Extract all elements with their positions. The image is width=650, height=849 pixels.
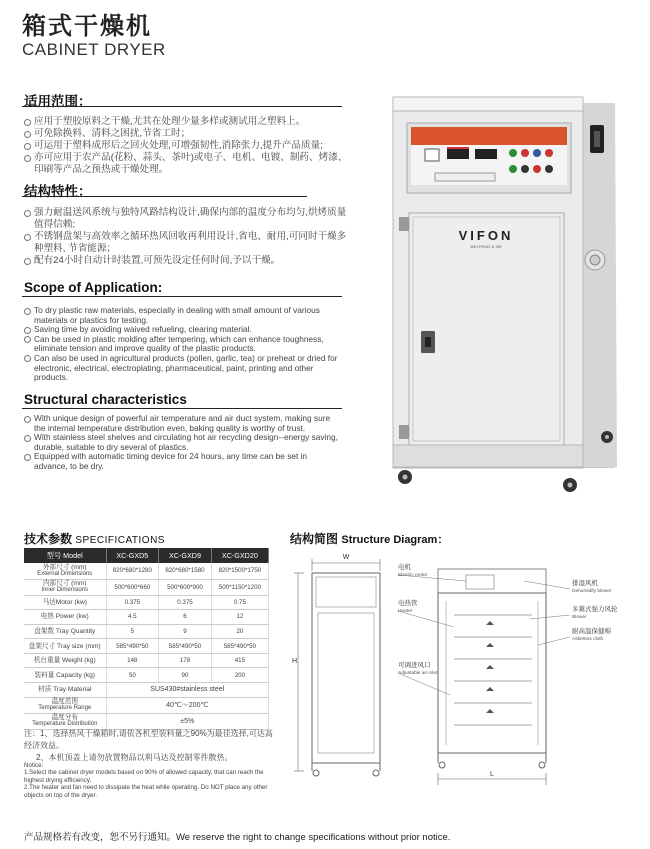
table-cell: 178 <box>159 653 212 668</box>
dimension-l-label: L <box>490 771 494 778</box>
table-row <box>24 668 269 683</box>
table-cell-label: 温度分布 Temperature Distribution <box>24 713 106 729</box>
bullet-icon <box>24 416 31 423</box>
bullet-icon <box>24 143 31 150</box>
table-row <box>24 653 269 668</box>
footer-disclaimer: 产品规格若有改变，恕不另行通知。We reserve the right to change specifications without prior notice. <box>24 832 451 843</box>
label-motor-cn: 电机 <box>398 564 411 571</box>
brand-logo: VIFON <box>458 228 514 243</box>
structure-en-list <box>24 414 339 472</box>
specs-heading: 技术参数 SPECIFICATIONS <box>24 532 165 546</box>
table-cell: 5 <box>106 624 159 639</box>
bullet-icon <box>24 336 31 343</box>
list-item: With unique design of powerful air temperature and air duct system, making sure the internal temperature distribution even, baking quality is worthy of trust. <box>24 414 339 433</box>
bullet-icon <box>24 131 31 138</box>
label-motor-en: Electric motor <box>398 573 428 578</box>
table-cell: 585*490*50 <box>106 639 159 654</box>
table-cell: ±5% <box>106 713 269 729</box>
table-cell: 4.5 <box>106 610 159 625</box>
table-header-cell: XC-GXD9 <box>159 548 212 563</box>
table-cell: 9 <box>159 624 212 639</box>
divider <box>22 408 342 409</box>
table-cell: 820*680*1580 <box>159 563 212 579</box>
scope-en-list <box>24 306 339 383</box>
bullet-icon <box>24 355 31 362</box>
specs-table <box>24 548 269 730</box>
note-item: 注：1、选择热风干燥箱时,请依各机型装料量之90%为最佳选择,可达高经济效益。 <box>24 729 273 750</box>
table-cell-label: 机台重量 Weight (kg) <box>24 653 106 668</box>
label-asbestos-en: Asbestos cloth <box>572 637 604 642</box>
brand-subtitle: WEI FENG JI XIE <box>470 244 502 249</box>
structure-diagram <box>290 545 635 805</box>
bullet-icon <box>24 258 31 265</box>
table-cell: 415 <box>211 653 268 668</box>
note-item: 1.Select the cabinet dryer models based on 90% of allowed capacity, that can reach the highest drying efficiency. <box>24 769 264 784</box>
list-item: 亦可应用于农产品(花粉、蒜头、茶叶)或电子、电机、电镀、制药、烤漆、印刷等产品之预热或干燥处理。 <box>24 152 354 176</box>
page-title-en: CABINET DRYER <box>22 40 166 59</box>
table-cell: 585*490*50 <box>159 639 212 654</box>
scope-cn-heading: 适用范围： <box>24 94 92 109</box>
divider <box>22 106 342 107</box>
table-cell: 0.375 <box>106 595 159 610</box>
label-heater-cn: 电热管 <box>398 600 418 607</box>
table-cell: 20 <box>211 624 268 639</box>
bullet-icon <box>24 327 31 334</box>
label-heater-en: Heater <box>398 609 413 614</box>
bullet-icon <box>24 155 31 162</box>
table-header-cell: 型号 Model <box>24 548 106 563</box>
list-item: 不锈钢盘架与高效率之循环热风回收再利用设计,省电、耐用,可同时干燥多种塑料, 节省能源； <box>24 231 354 255</box>
table-cell: 500*600*900 <box>159 579 212 595</box>
bullet-icon <box>24 454 31 461</box>
list-item: 配有24小时自动计时装置,可预先设定任何时间,予以干燥。 <box>24 255 354 267</box>
table-cell: 6 <box>159 610 212 625</box>
table-row <box>24 639 269 654</box>
label-air-inlet-en: Adjustable air inlet <box>398 671 438 676</box>
label-blower-en: Blower <box>572 615 587 620</box>
table-header-cell: XC-GXD5 <box>106 548 159 563</box>
table-row <box>24 563 269 579</box>
list-item: Saving time by avoiding waived refueling, clearing material. <box>24 325 339 335</box>
table-row <box>24 697 269 713</box>
divider <box>22 296 342 297</box>
dimension-w-label: W <box>342 554 350 561</box>
list-item: Equipped with automatic timing device for 24 hours, any time can be set in advance, to be dry. <box>24 452 339 471</box>
table-cell: 200 <box>211 668 268 683</box>
table-cell: 12 <box>211 610 268 625</box>
table-cell: 0.75 <box>211 595 268 610</box>
table-header-row <box>24 548 269 563</box>
table-cell-label: 材质 Tray Material <box>24 683 106 698</box>
table-row <box>24 713 269 729</box>
label-dehumidify-cn: 排湿风机 <box>572 580 598 587</box>
table-cell-label: 外部尺寸 (mm) External Dimensions <box>24 563 106 579</box>
table-cell: 0.375 <box>159 595 212 610</box>
structure-cn-list <box>24 207 354 267</box>
table-cell: 500*600*660 <box>106 579 159 595</box>
scope-en-heading: Scope of Application: <box>24 280 163 295</box>
table-cell: 148 <box>106 653 159 668</box>
bullet-icon <box>24 119 31 126</box>
list-item: Can also be used in agricultural products (pollen, garlic, tea) or preheat or dried for electronic, electrical, electroplating, pharmaceutical, paint, printing and other products. <box>24 354 339 383</box>
table-cell: 500*1150*1200 <box>211 579 268 595</box>
list-item: Can be used in plastic molding after tempering, which can enhance toughness, eliminate tension and improve quality of the plastic products. <box>24 335 339 354</box>
label-air-inlet-cn: 可调进风口 <box>398 662 431 669</box>
cabinet-dryer-photo <box>385 95 625 495</box>
bullet-icon <box>24 234 31 241</box>
table-cell: SUS430#stainless steel <box>106 683 269 698</box>
table-cell: 820*680*1280 <box>106 563 159 579</box>
table-cell: 50 <box>106 668 159 683</box>
table-cell: 585*490*50 <box>211 639 268 654</box>
label-asbestos-cn: 耐高温保健棉 <box>572 628 611 635</box>
structure-cn-heading: 结构特性： <box>24 184 92 199</box>
bullet-icon <box>24 210 31 217</box>
table-cell-label: 温度范围 Temperature Range <box>24 697 106 713</box>
notes-cn <box>24 728 274 764</box>
dimension-h-label: H <box>292 658 298 665</box>
structure-en-heading: Structural characteristics <box>24 392 187 407</box>
table-cell-label: 盘架尺寸 Tray size (mm) <box>24 639 106 654</box>
table-header-cell: XC-GXD20 <box>211 548 268 563</box>
diagram-heading: 结构简图 Structure Diagram： <box>290 532 449 546</box>
list-item: With stainless steel shelves and circulating hot air recycling design--energy saving, durable, suitable to dry several of plastics. <box>24 433 339 452</box>
list-item: 可运用于塑料成形后之回火处理,可增强韧性,消除张力,提升产品质量; <box>24 140 354 152</box>
bullet-icon <box>24 435 31 442</box>
bullet-icon <box>24 308 31 315</box>
table-cell-label: 内部尺寸 (mm) Inner Dimensions <box>24 579 106 595</box>
divider <box>22 196 307 197</box>
label-dehumidify-en: Dehumidify blower <box>572 589 612 594</box>
table-row <box>24 595 269 610</box>
table-cell-label: 马达Motor (kw) <box>24 595 106 610</box>
table-row <box>24 579 269 595</box>
list-item: To dry plastic raw materials, especially in dealing with small amount of various materials or plastics for testing. <box>24 306 339 325</box>
note-item: 2.The heater and fan need to dissipate the heat while operating. Do NOT place any other objects on top of the dryer. <box>24 784 268 799</box>
table-cell: 820*1500*1750 <box>211 563 268 579</box>
table-cell: 40℃～200℃ <box>106 697 269 713</box>
notes-heading: Notice: <box>24 762 44 769</box>
label-blower-cn: 多翼式强力风轮 <box>572 606 618 613</box>
note-item: 2、本机顶盖上请勿放置物品以利马达及控制零件散热。 <box>36 753 233 762</box>
scope-cn-list <box>24 116 354 176</box>
table-row <box>24 683 269 698</box>
notes-en <box>24 762 279 799</box>
table-row <box>24 624 269 639</box>
table-row <box>24 610 269 625</box>
table-cell-label: 装料量 Capacity (kg) <box>24 668 106 683</box>
page-title-cn: 箱式干燥机 <box>22 13 152 40</box>
list-item: 应用于塑胶原料之干燥,尤其在处理少量多样或测试用之塑料上。 <box>24 116 354 128</box>
list-item: 强力耐温送风系统与独特风路结构设计,确保内部的温度分布均匀,烘烤质量值得信赖; <box>24 207 354 231</box>
list-item: 可免除换料、清料之困扰,节省工时； <box>24 128 354 140</box>
table-cell-label: 盘架数 Tray Quantity <box>24 624 106 639</box>
table-cell: 90 <box>159 668 212 683</box>
table-cell-label: 电热 Power (kw) <box>24 610 106 625</box>
